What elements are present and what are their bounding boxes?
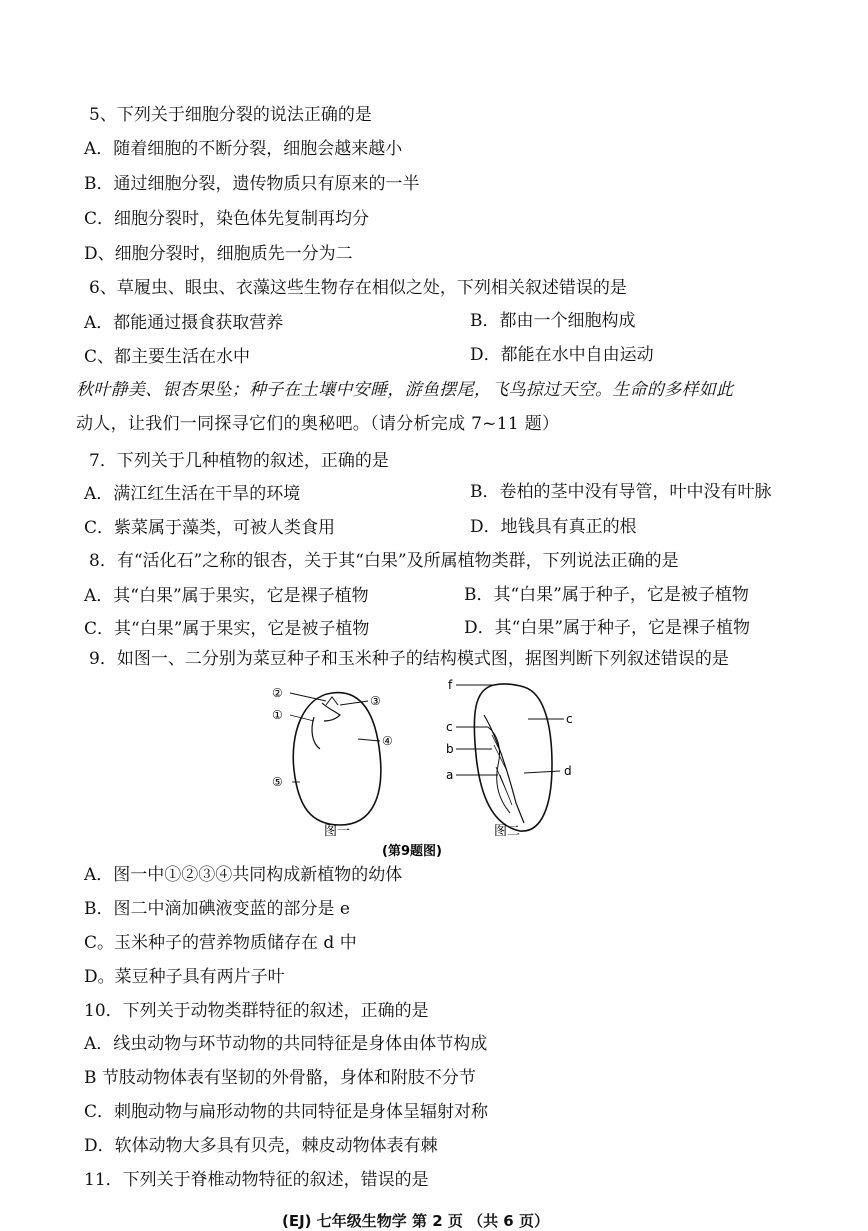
- intro-line-1: 秋叶静美、银杏果坠；种子在土壤中安睡，游鱼摆尾，飞鸟掠过天空。生命的多样如此: [76, 380, 734, 400]
- figure-title: (第9题图): [382, 844, 442, 859]
- fig1-label-4: ④: [382, 734, 393, 748]
- q9-option-c: C。玉米种子的营养物质储存在 d 中: [84, 933, 357, 953]
- fig2-label-d: d: [564, 764, 572, 778]
- fig1-label-1: ①: [272, 708, 283, 722]
- q7-option-a: A．满江红生活在干旱的环境: [84, 484, 301, 504]
- q5-stem: 5、下列关于细胞分裂的说法正确的是: [89, 105, 372, 125]
- q10-option-d: D．软体动物大多具有贝壳，棘皮动物体表有棘: [84, 1136, 438, 1156]
- q11-stem: 11．下列关于脊椎动物特征的叙述，错误的是: [84, 1170, 429, 1190]
- q6-option-b: B．都由一个细胞构成: [470, 311, 636, 331]
- q9-figure: [262, 675, 602, 860]
- q8-option-b: B．其“白果”属于种子，它是被子植物: [464, 585, 749, 605]
- q5-option-a: A．随着细胞的不断分裂，细胞会越来越小: [84, 139, 403, 159]
- fig2-label-a: a: [446, 768, 454, 782]
- q10-option-c: C．刺胞动物与扁形动物的共同特征是身体呈辐射对称: [84, 1102, 489, 1122]
- q7-option-b: B．卷柏的茎中没有导管，叶中没有叶脉: [470, 482, 772, 502]
- q10-option-b: B 节肢动物体表有坚韧的外骨骼，身体和附肢不分节: [84, 1068, 476, 1088]
- q5-option-b: B．通过细胞分裂，遗传物质只有原来的一半: [84, 174, 420, 194]
- q6-option-a: A．都能通过摄食获取营养: [84, 313, 284, 333]
- q9-stem: 9．如图一、二分别为菜豆种子和玉米种子的结构模式图，据图判断下列叙述错误的是: [89, 649, 729, 669]
- q6-stem: 6、草履虫、眼虫、衣藻这些生物存在相似之处，下列相关叙述错误的是: [89, 278, 627, 298]
- q7-option-d: D．地钱具有真正的根: [470, 517, 637, 537]
- q10-option-a: A．线虫动物与环节动物的共同特征是身体由体节构成: [84, 1034, 488, 1054]
- intro-line-2: 动人，让我们一同探寻它们的奥秘吧。（请分析完成 7~11 题）: [76, 414, 560, 434]
- seed-diagram: [262, 675, 602, 860]
- fig1-label-2: ②: [272, 686, 283, 700]
- page-footer: (EJ) 七年级生物学 第 2 页 （共 6 页）: [282, 1212, 549, 1230]
- q10-stem: 10．下列关于动物类群特征的叙述，正确的是: [84, 1001, 429, 1021]
- fig2-label-b: b: [446, 742, 454, 756]
- corn-seed-drawing: [474, 684, 552, 831]
- q5-option-c: C．细胞分裂时，染色体先复制再均分: [84, 209, 370, 229]
- q8-option-c: C．其“白果”属于果实，它是被子植物: [84, 619, 370, 639]
- fig2-label-c-left: c: [446, 720, 453, 734]
- fig2-label-f: f: [448, 678, 453, 692]
- fig2-label-c-right: c: [566, 712, 573, 726]
- q9-option-a: A．图一中①②③④共同构成新植物的幼体: [84, 865, 403, 885]
- q7-stem: 7．下列关于几种植物的叙述，正确的是: [89, 451, 389, 471]
- q9-option-b: B．图二中滴加碘液变蓝的部分是 e: [84, 899, 350, 919]
- bean-seed-drawing: [293, 693, 381, 825]
- q9-option-d: D。菜豆种子具有两片子叶: [84, 967, 285, 987]
- fig1-label-3: ③: [370, 694, 381, 708]
- q6-option-d: D．都能在水中自由运动: [470, 345, 654, 365]
- q5-option-d: D、细胞分裂时，细胞质先一分为二: [84, 244, 353, 264]
- fig1-label-5: ⑤: [272, 775, 283, 789]
- fig1-caption: 图一: [324, 824, 351, 839]
- q7-option-c: C．紫菜属于藻类，可被人类食用: [84, 518, 336, 538]
- q6-option-c: C、都主要生活在水中: [84, 347, 251, 367]
- q8-option-a: A．其“白果”属于果实，它是裸子植物: [84, 586, 369, 606]
- q8-stem: 8．有“活化石”之称的银杏，关于其“白果”及所属植物类群，下列说法正确的是: [89, 551, 679, 571]
- q8-option-d: D．其“白果”属于种子，它是裸子植物: [464, 618, 751, 638]
- fig2-caption: 图二: [494, 824, 521, 839]
